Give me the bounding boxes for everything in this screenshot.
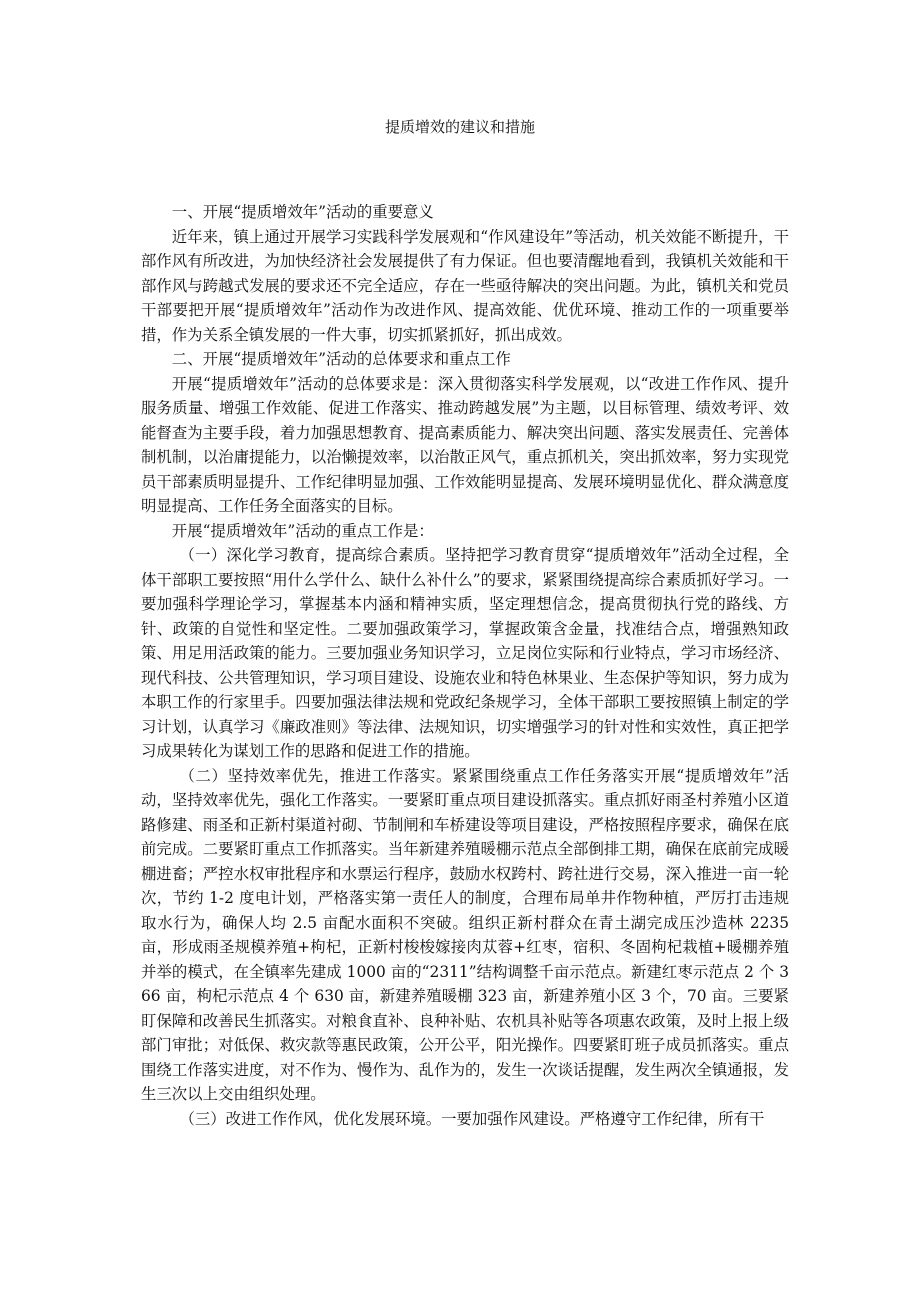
section-2-paragraph-key-work: 开展“提质增效年”活动的重点工作是：: [171, 521, 434, 540]
key-work-item-2: （二）坚持效率优先，推进工作落实。紧紧围绕重点工作任务落实开展“提质增效年”活动，坚持效率优先，强化工作落实。一要紧盯重点项目建设抓落实。重点抓好雨圣村养殖小区道路修建、雨圣和正新村渠道衬砌、节制闸和车桥建设等项目建设，严格按照程序要求，确保在底前完成。二要紧盯重点工作抓落实。当年新建养殖暖棚示范点全部倒排工期，确保在底前完成暖棚进畜；严控水权审批程序和水票运行程序，鼓励水权跨村、跨社进行交易，深入推进一亩一轮次，节约 1-2 度电计划，严格落实第一责任人的制度，合理布局单井作物种植，严厉打击违规取水行为，确保人均 2.5 亩配水面积不突破。组织正新村群众在青土湖完成压沙造林 2235 亩，形成雨圣规模养殖+枸杞，正新村梭梭嫁接肉苁蓉+红枣，宿积、冬固枸杞栽植+暖棚养殖并举的模式，在全镇率先建成 1000 亩的“2311”结构调整千亩示范点。新建红枣示范点 2 个 366 亩，枸杞示范点 4 个 630 亩，新建养殖暖棚 323 亩，新建养殖小区 3 个，70 亩。三要紧盯保障和改善民生抓落实。对粮食直补、良种补贴、农机具补贴等各项惠农政策，及时上报上级部门审批；对低保、救灾款等惠民政策，公开公平，阳光操作。四要紧盯班子成员抓落实。重点围绕工作落实进度，对不作为、慢作为、乱作为的，发生一次谈话提醒，发生两次全镇通报，发生三次以上交由组织处理。: [141, 766, 789, 1103]
section-1-paragraph: 近年来，镇上通过开展学习实践科学发展观和“作风建设年”等活动，机关效能不断提升，干部作风有所改进，为加快经济社会发展提供了有力保证。但也要清醒地看到，我镇机关效能和干部作风与跨越式发展的要求还不完全适应，存在一些亟待解决的突出问题。为此，镇机关和党员干部要把开展“提质增效年”活动作为改进作风、提高效能、优优环境、推动工作的一项重要举措，作为关系全镇发展的一件大事，切实抓紧抓好，抓出成效。: [141, 227, 789, 344]
document-title: 提质增效的建议和措施: [384, 118, 535, 136]
section-1-heading: 一、开展“提质增效年”活动的重要意义: [171, 203, 434, 221]
key-work-item-3: （三）改进工作作风，优化发展环境。一要加强作风建设。严格遵守工作纪律，所有干: [179, 1109, 765, 1128]
section-2-paragraph-requirements: 开展“提质增效年”活动的总体要求是：深入贯彻落实科学发展观，以“改进工作作风、提升服务质量、增强工作效能、促进工作落实、推动跨越发展”为主题，以目标管理、绩效考评、效能督查为主要手段，着力加强思想教育、提高素质能力、解决突出问题、落实发展责任、完善体制机制，以治庸提能力，以治懒提效率，以治散正风气，重点抓机关，突出抓效率，努力实现党员干部素质明显提升、工作纪律明显加强、工作效能明显提高、发展环境明显优化、群众满意度明显提高、工作任务全面落实的目标。: [141, 374, 789, 515]
section-2-heading: 二、开展“提质增效年”活动的总体要求和重点工作: [171, 350, 511, 368]
document-body: [141, 200, 789, 1131]
key-work-item-1: （一）深化学习教育，提高综合素质。坚持把学习教育贯穿“提质增效年”活动全过程，全体干部职工要按照“用什么学什么、缺什么补什么”的要求，紧紧围绕提高综合素质抓好学习。一要加强科学理论学习，掌握基本内涵和精神实质，坚定理想信念，提高贯彻执行党的路线、方针、政策的自觉性和坚定性。二要加强政策学习，掌握政策含金量，找准结合点，增强熟知政策、用足用活政策的能力。三要加强业务知识学习，立足岗位实际和行业特点，学习市场经济、现代科技、公共管理知识，学习项目建设、设施农业和特色林果业、生态保护等知识，努力成为本职工作的行家里手。四要加强法律法规和党政纪条规学习，全体干部职工要按照镇上制定的学习计划，认真学习《廉政准则》等法律、法规知识，切实增强学习的针对性和实效性，真正把学习成果转化为谋划工作的思路和促进工作的措施。: [141, 546, 789, 760]
